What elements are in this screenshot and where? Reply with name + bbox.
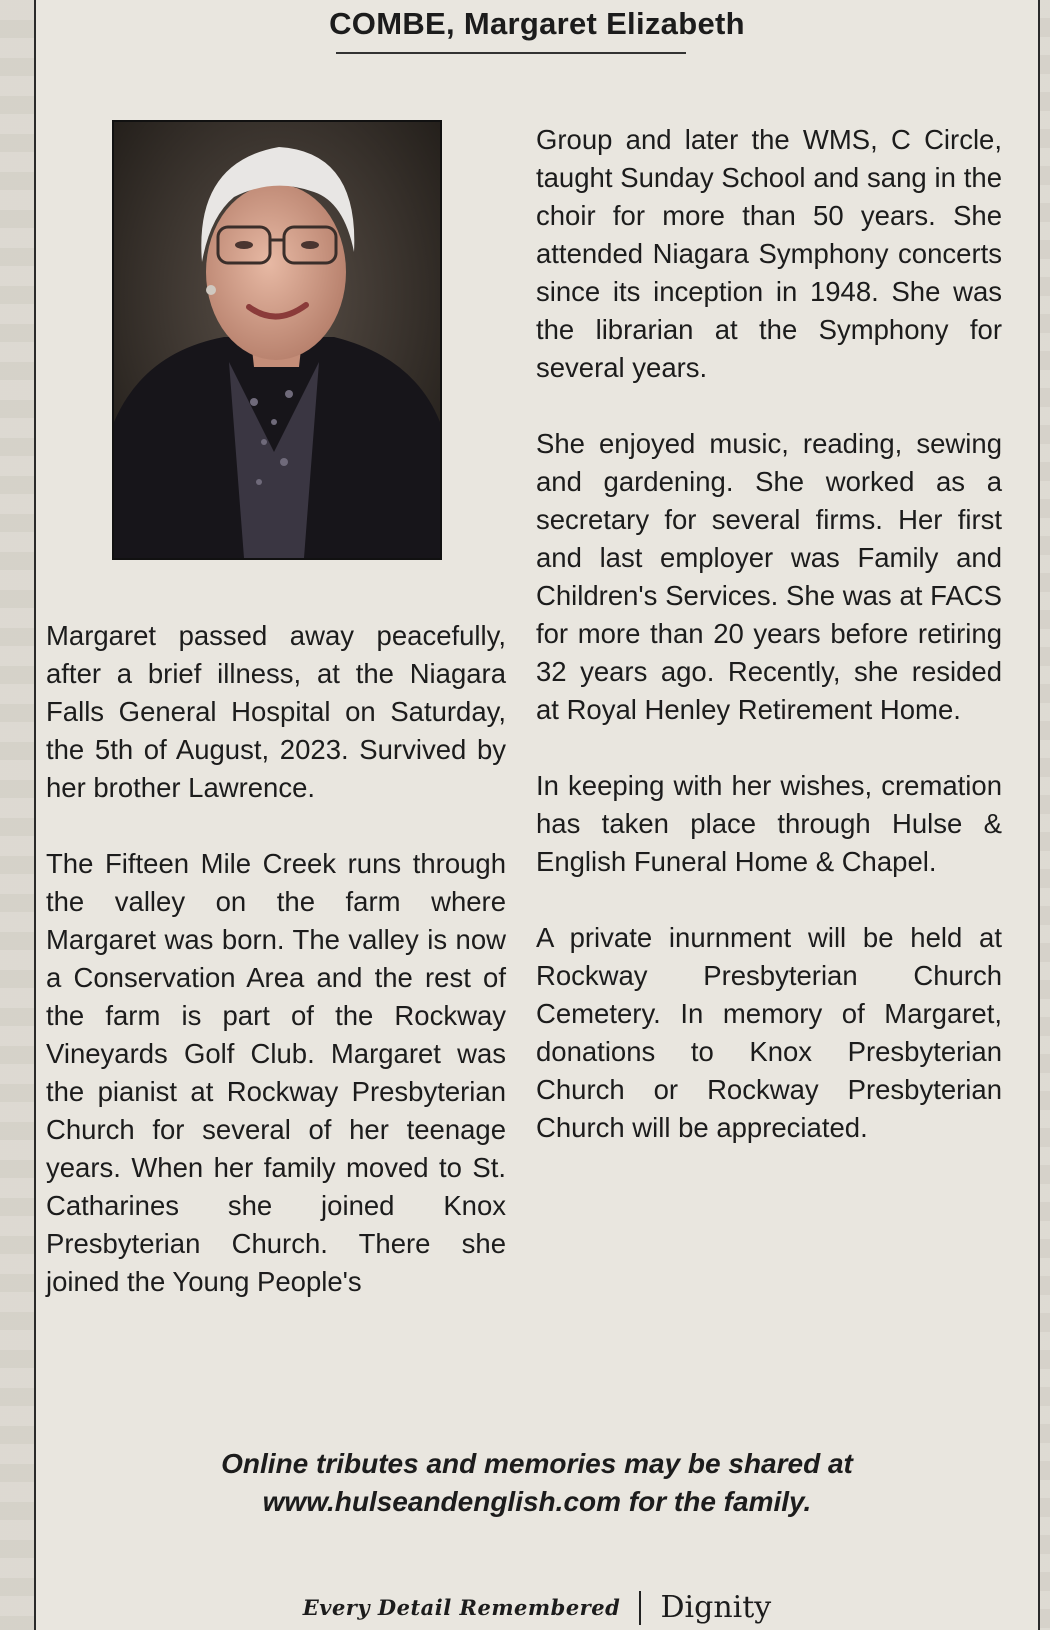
left-column xyxy=(46,617,506,1301)
paragraph-early-life: The Fifteen Mile Creek runs through the valley on the farm where Margaret was born. The valley is now a Conservation Area and the rest of the farm is part of the Rockway Vineyards Golf Club. Margaret was the pianist at Rockway Presbyterian Church for several of her teenage years. When her family moved to St. Catharines she joined Knox Presbyterian Church. There she joined the Young People's xyxy=(46,848,506,1297)
paragraph-passing: Margaret passed away peacefully, after a brief illness, at the Niagara Falls General Hospital on Saturday, the 5th of August, 2023. Survived by her brother Lawrence. xyxy=(46,620,506,803)
brand-divider xyxy=(639,1591,641,1625)
tributes-website-link[interactable]: www.hulseandenglish.com for the family. xyxy=(262,1486,812,1517)
paragraph-church-service: Group and later the WMS, C Circle, taught Sunday School and sang in the choir for more than 50 years. She attended Niagara Symphony concerts since its inception in 1948. She was the librarian at the Symphony for several years. xyxy=(536,124,1002,383)
paragraph-interests-career: She enjoyed music, reading, sewing and gardening. She worked as a secretary for several firms. Her first and last employer was Family and Children's Services. She was at FACS for more than 20 years before retiring 32 years ago. Recently, she resided at Royal Henley Retirement Home. xyxy=(536,428,1002,725)
page-margin-left xyxy=(0,0,34,1630)
online-tributes-note xyxy=(36,1445,1038,1521)
paragraph-inurnment: A private inurnment will be held at Rockway Presbyterian Church Cemetery. In memory of Margaret, donations to Knox Presbyterian Church or Rockway Presbyterian Church will be appreciated. xyxy=(536,922,1002,1143)
brand-tagline: Every Detail Remembered xyxy=(302,1595,621,1620)
title-underline xyxy=(336,52,686,54)
online-tributes-line: Online tributes and memories may be shared at xyxy=(221,1448,853,1479)
right-column xyxy=(536,121,1002,1147)
paragraph-cremation: In keeping with her wishes, cremation has taken place through Hulse & English Funeral Home & Chapel. xyxy=(536,770,1002,877)
obituary-notice xyxy=(34,0,1040,1630)
obituary-title: COMBE, Margaret Elizabeth xyxy=(329,6,745,41)
portrait-photo xyxy=(112,120,442,560)
dignity-brand-mark xyxy=(36,1590,1038,1625)
brand-name: Dignity xyxy=(660,1590,772,1625)
